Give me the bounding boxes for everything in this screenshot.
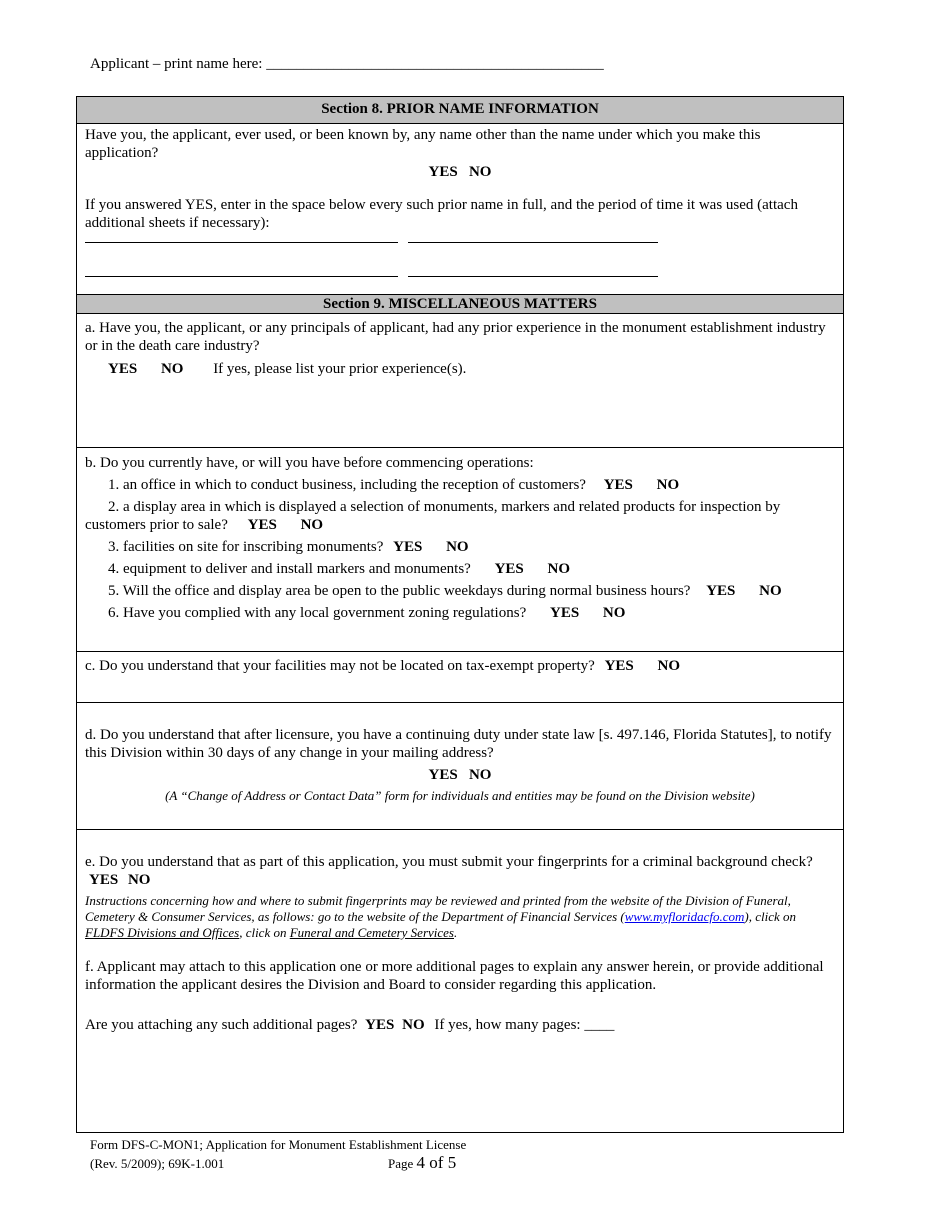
prior-name-field[interactable]	[85, 276, 398, 277]
no-option[interactable]: NO	[547, 561, 571, 577]
b-item-6	[77, 604, 843, 622]
prior-name-field[interactable]	[85, 242, 398, 243]
fingerprint-instructions	[77, 893, 843, 941]
section-8-title: Section 8. PRIOR NAME INFORMATION	[77, 97, 843, 124]
b-item-3	[77, 538, 843, 556]
yes-option[interactable]: YES	[494, 561, 524, 577]
dfs-website-link[interactable]: www.myfloridacfo.com	[624, 909, 745, 924]
question-b-intro: b. Do you currently have, or will you have before commencing operations:	[85, 455, 534, 471]
answer-a	[77, 360, 843, 378]
b-item-2	[77, 498, 843, 534]
statement-f: f. Applicant may attach to this application one or more additional pages to explain any answer herein, or provide additional information the applicant desires the Division and Board to consider regarding this application.	[85, 959, 824, 993]
no-option[interactable]: NO	[300, 517, 324, 533]
section-9a	[77, 314, 843, 447]
b-item-5	[77, 582, 843, 600]
section-8-yes-no	[77, 163, 843, 181]
no-option[interactable]: NO	[446, 539, 469, 555]
yes-option[interactable]: YES	[604, 658, 634, 674]
yes-option[interactable]: YES	[428, 164, 458, 180]
section-9c	[77, 651, 843, 702]
b-item-text: 2. a display area in which is displayed a selection of monuments, markers and related products for inspection by customers prior to sale?	[85, 499, 781, 533]
question-c-text: c. Do you understand that your facilities may not be located on tax-exempt property?	[85, 658, 595, 674]
answer-d	[77, 766, 843, 784]
no-option[interactable]: NO	[602, 605, 626, 621]
instr-text: Instructions concerning how and where to submit fingerprints may be reviewed and printed from the website of the Division of Funeral, Cemetery & Consumer Services, as follows: go to the website of the Department of Financial Services (	[85, 893, 791, 924]
yes-option[interactable]: YES	[706, 583, 736, 599]
yes-option[interactable]: YES	[393, 539, 423, 555]
no-option[interactable]: NO	[656, 477, 680, 493]
form-id: Form DFS-C-MON1; Application for Monument Establishment License	[90, 1137, 467, 1152]
b-item-4	[77, 560, 843, 578]
question-e	[77, 830, 843, 889]
form-revision: (Rev. 5/2009); 69K-1.001	[90, 1156, 225, 1171]
yes-option[interactable]: YES	[549, 605, 580, 621]
no-option[interactable]: NO	[160, 361, 184, 377]
section-8-instruction: If you answered YES, enter in the space below every such prior name in full, and the period of time it was used (attach additional sheets if necessary):	[85, 197, 798, 231]
change-of-address-note: (A “Change of Address or Contact Data” form for individuals and entities may be found on the Division website)	[165, 788, 755, 803]
yes-option[interactable]: YES	[108, 361, 138, 377]
page-count-field[interactable]: If yes, how many pages: ____	[434, 1017, 615, 1033]
followup-text: If yes, please list your prior experience(s).	[213, 361, 467, 377]
page-number	[388, 1153, 456, 1173]
section-8-question: Have you, the applicant, ever used, or been known by, any name other than the name under which you make this application?	[85, 127, 761, 161]
no-option[interactable]: NO	[759, 583, 782, 599]
question-e-text: e. Do you understand that as part of this application, you must submit your fingerprints for a criminal background check?	[85, 854, 813, 870]
b-item-text: 5. Will the office and display area be open to the public weekdays during normal business hours?	[108, 583, 691, 599]
prior-name-row-1	[85, 242, 843, 243]
no-option[interactable]: NO	[657, 658, 681, 674]
question-c	[77, 652, 843, 675]
section-9b	[77, 447, 843, 651]
page-count: 4 of 5	[416, 1153, 457, 1172]
period-field[interactable]	[408, 276, 658, 277]
page-prefix: Page	[388, 1156, 417, 1171]
prior-name-row-2	[85, 276, 843, 277]
b-item-text: 6. Have you complied with any local government zoning regulations?	[108, 605, 527, 621]
section-9e-f	[77, 829, 843, 1034]
no-option[interactable]: NO	[468, 164, 492, 180]
divisions-offices-link[interactable]: FLDFS Divisions and Offices	[85, 925, 240, 940]
yes-option[interactable]: YES	[247, 517, 277, 533]
no-option[interactable]: NO	[127, 872, 151, 888]
applicant-name-field[interactable]: Applicant – print name here: _____________________________________________	[90, 56, 604, 72]
instr-text: , click on	[239, 925, 290, 940]
period-field[interactable]	[408, 242, 658, 243]
form-frame	[76, 96, 844, 1133]
funeral-cemetery-link[interactable]: Funeral and Cemetery Services	[289, 925, 454, 940]
yes-option[interactable]: YES	[89, 872, 119, 888]
b-item-text: 4. equipment to deliver and install markers and monuments?	[108, 561, 471, 577]
instr-text: .	[454, 925, 458, 940]
yes-option[interactable]: YES	[603, 477, 633, 493]
section-9d	[77, 702, 843, 829]
question-d: d. Do you understand that after licensure, you have a continuing duty under state law [s. 497.146, Florida Statutes], to notify this Division within 30 days of any change in your mailing address?	[85, 727, 832, 761]
question-f-text: Are you attaching any such additional pages?	[85, 1017, 358, 1033]
instr-text: ), click on	[744, 909, 797, 924]
question-a: a. Have you, the applicant, or any principals of applicant, had any prior experience in the monument establishment industry or in the death care industry?	[85, 320, 826, 354]
b-item-1	[77, 476, 843, 494]
yes-option[interactable]: YES	[428, 767, 458, 783]
no-option[interactable]: NO	[468, 767, 492, 783]
b-item-text: 1. an office in which to conduct business, including the reception of customers?	[108, 477, 586, 493]
question-f	[77, 1016, 843, 1034]
yes-option[interactable]: YES	[365, 1017, 395, 1033]
section-9-title: Section 9. MISCELLANEOUS MATTERS	[77, 294, 843, 314]
no-option[interactable]: NO	[402, 1017, 425, 1033]
b-item-text: 3. facilities on site for inscribing monuments?	[108, 539, 384, 555]
